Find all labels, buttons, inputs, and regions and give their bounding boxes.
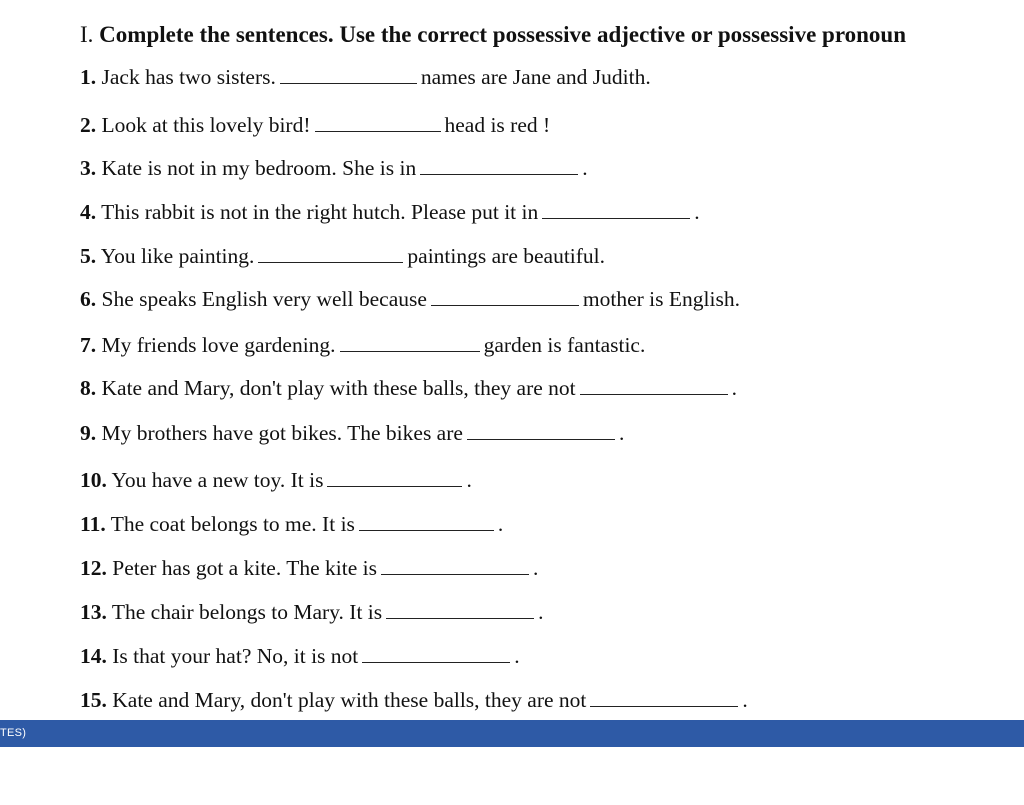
question-13: [80, 602, 544, 624]
question-text-after: .: [497, 512, 504, 536]
question-text-after: garden is fantastic.: [483, 333, 646, 357]
exercise-number: I.: [80, 22, 94, 47]
question-number: 15.: [80, 688, 107, 712]
question-text-after: paintings are beautiful.: [407, 244, 606, 268]
question-text-before: My brothers have got bikes. The bikes are: [101, 421, 463, 445]
question-number: 12.: [80, 556, 107, 580]
taskbar-label: TES): [0, 727, 27, 739]
question-number: 2.: [80, 113, 97, 137]
answer-blank[interactable]: [590, 705, 738, 707]
question-number: 1.: [80, 65, 97, 89]
question-14: [80, 646, 520, 668]
question-15: [80, 690, 748, 712]
question-number: 3.: [80, 156, 97, 180]
taskbar[interactable]: [0, 720, 1024, 747]
answer-blank[interactable]: [258, 261, 403, 263]
question-4: [80, 202, 700, 224]
question-number: 5.: [80, 244, 97, 268]
question-text-after: .: [538, 600, 544, 624]
question-text-after: .: [694, 200, 700, 224]
answer-blank[interactable]: [386, 617, 534, 619]
question-number: 4.: [80, 200, 97, 224]
answer-blank[interactable]: [280, 82, 417, 84]
answer-blank[interactable]: [362, 661, 510, 663]
question-text-before: Is that your hat? No, it is not: [112, 644, 359, 668]
question-text-after: .: [466, 468, 472, 492]
answer-blank[interactable]: [467, 438, 615, 440]
question-3: [80, 158, 588, 180]
question-number: 14.: [80, 644, 107, 668]
question-text-after: names are Jane and Judith.: [420, 65, 651, 89]
question-text-before: She speaks English very well because: [101, 287, 427, 311]
answer-blank[interactable]: [340, 350, 480, 352]
exercise-instruction: Complete the sentences. Use the correct possessive adjective or possessive pronoun: [99, 22, 906, 47]
question-11: [80, 514, 503, 536]
question-10: [80, 470, 472, 492]
question-number: 9.: [80, 421, 97, 445]
question-text-before: The chair belongs to Mary. It is: [111, 600, 383, 624]
question-number: 11.: [80, 512, 106, 536]
question-text-before: You have a new toy. It is: [111, 468, 324, 492]
question-number: 7.: [80, 333, 97, 357]
question-text-before: My friends love gardening.: [101, 333, 336, 357]
question-text-after: .: [514, 644, 520, 668]
question-1: [80, 67, 651, 89]
question-12: [80, 558, 538, 580]
question-text-before: Look at this lovely bird!: [101, 113, 311, 137]
question-number: 6.: [80, 287, 97, 311]
answer-blank[interactable]: [580, 393, 728, 395]
answer-blank[interactable]: [327, 485, 462, 487]
answer-blank[interactable]: [420, 173, 578, 175]
question-text-before: Kate is not in my bedroom. She is in: [101, 156, 417, 180]
answer-blank[interactable]: [431, 304, 579, 306]
question-8: [80, 378, 737, 400]
question-text-after: .: [532, 556, 539, 580]
answer-blank[interactable]: [381, 573, 529, 575]
question-2: [80, 115, 550, 137]
question-number: 13.: [80, 600, 107, 624]
question-number: 8.: [80, 376, 97, 400]
exercise-heading: [80, 22, 906, 48]
answer-blank[interactable]: [542, 217, 690, 219]
question-text-after: .: [742, 688, 748, 712]
question-6: [80, 289, 740, 311]
answer-blank[interactable]: [315, 130, 441, 132]
question-text-before: Jack has two sisters.: [101, 65, 276, 89]
question-text-before: Kate and Mary, don't play with these balls, they are not: [101, 376, 576, 400]
question-5: [80, 246, 605, 268]
question-text-before: You like painting.: [100, 244, 255, 268]
question-number: 10.: [80, 468, 107, 492]
answer-blank[interactable]: [359, 529, 494, 531]
question-text-before: The coat belongs to me. It is: [110, 512, 355, 536]
question-text-after: .: [582, 156, 588, 180]
question-text-after: .: [618, 421, 625, 445]
question-text-before: Peter has got a kite. The kite is: [112, 556, 377, 580]
question-text-before: This rabbit is not in the right hutch. Please put it in: [101, 200, 539, 224]
question-7: [80, 335, 645, 357]
question-text-after: head is red !: [444, 113, 551, 137]
question-9: [80, 423, 624, 445]
question-text-after: mother is English.: [582, 287, 740, 311]
question-text-after: .: [731, 376, 738, 400]
question-text-before: Kate and Mary, don't play with these balls, they are not: [112, 688, 587, 712]
